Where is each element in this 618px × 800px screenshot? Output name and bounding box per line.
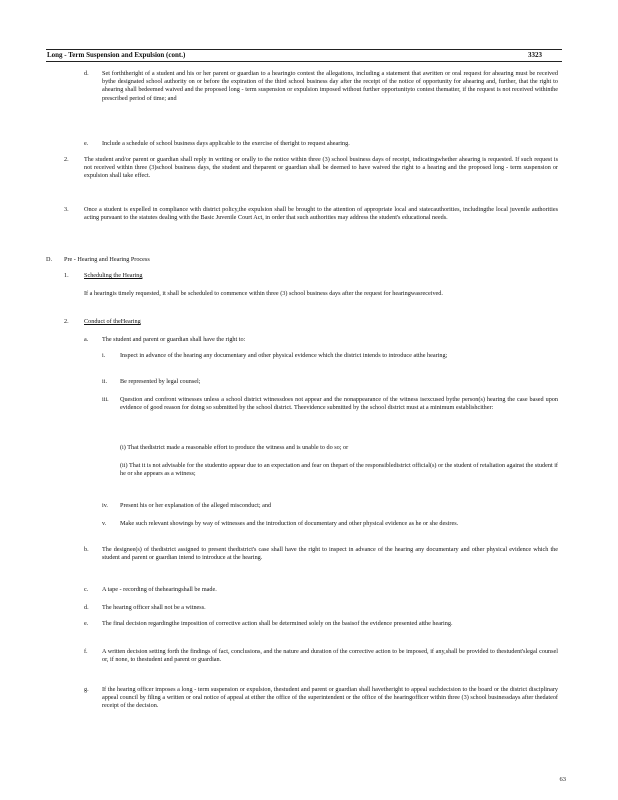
item-text: Present his or her explanation of the alleged misconduct; and	[120, 502, 272, 509]
item-marker: f.	[84, 648, 88, 655]
item-marker: D.	[46, 256, 53, 263]
item-text: Once a student is expelled in compliance with district policy,the expulsion shall be brought to the attention of appropriate local and statecauthorities, includingthe local juvenile authorities acting pursuant to the statutes dealing with the Basic Juvenile Court Act, in order that such authorities may address the student's educational needs.	[84, 206, 558, 222]
item-marker: d.	[84, 70, 89, 77]
item-text: Include a schedule of school business days applicable to the exercise of theright to request ahearing.	[102, 140, 350, 147]
item-marker: c.	[84, 586, 89, 593]
item-text: The hearing officer shall not be a witness.	[102, 604, 206, 611]
item-text: The student and/or parent or guardian shall reply in writing or orally to the notice within three (3) school business days of receipt, indicatingwhether ahearing is requested. If such request is not received within three (3)school business days, the student and theparent or guardian shall be deemed to have waived the right to a hearing and the proposed long - term suspension or expulsion shall take effect.	[84, 156, 558, 180]
item-text: Question and confront witnesses unless a school district witnessdoes not appear and the nonappearance of the witness isexcused bythe person(s) hearing the case based upon evidence of good reason for doing so submitted by the school district. Theevidence submitted by the school district must at a minimum establishcither:	[120, 396, 558, 412]
item-text: The student and parent or guardian shall have the right to:	[102, 336, 246, 343]
item-text: Make such relevant showings by way of witnesses and the introduction of documentary and other physical evidence as he or she desires.	[120, 520, 459, 527]
item-text: Be represented by legal counsel;	[120, 378, 201, 385]
item-text: The final decision regardingthe imposition of corrective action shall be determined solely on the basisof the evidence presented atthe hearing.	[102, 620, 453, 627]
item-marker: 2.	[64, 318, 69, 325]
item-text: If the hearing officer imposes a long - term suspension or expulsion, thestudent and parent or guardian shall havetheright to appeal suchdecision to the board or the district disciplinary appeal council by filing a written or oral notice of appeal at either the office of the superintendent or the office of the hearingofficer within three (3) school businessdays after thedateof receipt of the decision.	[102, 686, 558, 710]
item-text: (i) That thedistrict made a reasonable effort to produce the witness and is unable to do so; or	[120, 444, 349, 451]
item-marker: v.	[102, 520, 107, 527]
item-marker: d.	[84, 604, 89, 611]
item-marker: a.	[84, 336, 89, 343]
item-text: The designee(s) of thedistrict assigned to present thedistrict's case shall have the right to inspect in advance of the hearing any documentary and other physical evidence which the student and parent or guardian intend to introduce at the hearing.	[102, 546, 558, 562]
item-marker: 3.	[64, 206, 69, 213]
item-marker: g.	[84, 686, 89, 693]
item-marker: iii.	[102, 396, 109, 403]
item-marker: 2.	[64, 156, 69, 163]
item-text: Conduct of theHearing	[84, 318, 141, 325]
policy-number: 3323	[528, 51, 542, 59]
header-title: Long - Term Suspension and Expulsion (cont.)	[47, 51, 186, 59]
item-text: A written decision setting forth the findings of fact, conclusions, and the nature and duration of the corrective action to be imposed, if any,shall be provided to thestudent'slegal counsel or, if none, to thestudent and parent or guardian.	[102, 648, 558, 664]
item-marker: i.	[102, 352, 106, 359]
item-text: Inspect in advance of the hearing any documentary and other physical evidence which the district intends to introduce atthe hearing;	[120, 352, 448, 359]
item-marker: e.	[84, 140, 89, 147]
item-marker: e.	[84, 620, 89, 627]
item-text: Set forththeright of a student and his or her parent or guardian to a hearingto contest the allegations, including a statement that awritten or oral request for ahearing must be received bythe designated school authority on or before the expiration of the third school business day after the receipt of the notice of opportunity for ahearing and, further, that the right to ahearing shall bedeemed waived and the proposed long - term suspension or expulsion imposed without further opportunityto contest thematter, if the request is not received withinthe prescribed period of time; and	[102, 70, 558, 102]
item-text: Scheduling the Hearing	[84, 272, 143, 279]
item-text: A tape - recording of thehearingshall be made.	[102, 586, 217, 593]
item-marker: b.	[84, 546, 89, 553]
item-text: (ii) That it is not advisable for the studentto appear due to an expectation and fear on thepart of the responsibledistrict official(s) or the student of retaliation against the student if he or she appears as a witness;	[120, 462, 558, 478]
item-text: Pre - Hearing and Hearing Process	[64, 256, 150, 263]
item-marker: iv.	[102, 502, 108, 509]
item-marker: ii.	[102, 378, 107, 385]
item-text: If a hearingis timely requested, it shall be scheduled to commence within three (3) school business days after the request for hearingwasreceived.	[84, 290, 443, 297]
item-marker: 1.	[64, 272, 69, 279]
page-number: 63	[559, 776, 566, 783]
